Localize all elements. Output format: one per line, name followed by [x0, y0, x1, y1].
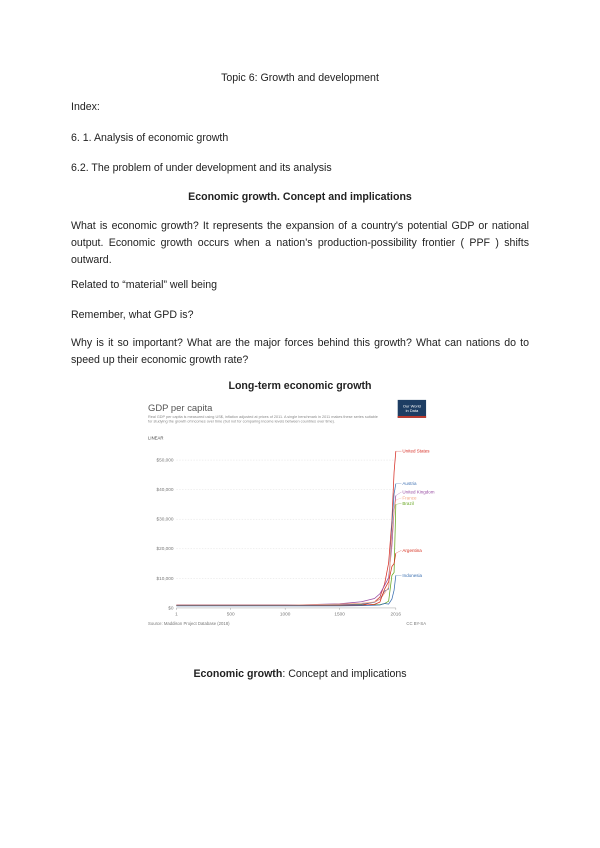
index-item-2: 6.2. The problem of under development and its analysis — [71, 162, 332, 174]
series-label-indonesia: Indonesia — [402, 572, 423, 578]
chart-series-labels — [396, 449, 435, 578]
logo-text-1: Our World — [402, 403, 421, 409]
index-label: Index: — [71, 101, 100, 113]
series-label-connector — [396, 492, 402, 496]
x-tick-label: 2016 — [390, 612, 402, 618]
chart-y-ticks — [157, 457, 174, 611]
chart-series-lines — [176, 451, 395, 606]
y-tick-label: $20,000 — [156, 547, 174, 553]
caption-bold-part: Economic growth — [193, 668, 283, 680]
y-tick-label: $0 — [168, 606, 174, 612]
series-line-france — [176, 500, 395, 605]
index-item-1: 6. 1. Analysis of economic growth — [71, 132, 229, 144]
series-label-austria: Austria — [402, 481, 417, 487]
series-line-austria — [176, 484, 395, 606]
chart-source: Source: Maddison Project Database (2018) — [148, 620, 230, 626]
topic-title: Topic 6: Growth and development — [221, 72, 379, 84]
y-tick-label: $50,000 — [156, 458, 174, 464]
y-tick-label: $10,000 — [156, 576, 174, 582]
paragraph-questions: Why is it so important? What are the major forces behind this growth? What can nations do to speed up their economic growth rate? — [71, 337, 529, 366]
chart-scale-label: LINEAR — [148, 435, 164, 441]
x-tick-label: 1500 — [334, 612, 345, 618]
caption-rest: : Concept and implications — [282, 668, 407, 680]
series-label-connector — [396, 503, 402, 504]
series-label-argentina: Argentina — [402, 547, 422, 553]
chart-heading: Long-term economic growth — [228, 380, 372, 392]
chart-x-ticks — [175, 608, 401, 618]
series-line-argentina — [176, 553, 395, 605]
series-label-france: France — [402, 495, 417, 501]
chart-title: GDP per capita — [148, 403, 213, 415]
series-line-brazil — [176, 504, 395, 605]
chart-caption — [0, 667, 600, 681]
paragraph-material: Related to “material” well being — [71, 279, 218, 291]
series-label-brazil: Brazil — [402, 500, 414, 506]
x-tick-label: 1 — [175, 612, 178, 618]
gdp-per-capita-chart — [140, 398, 436, 642]
chart-license: CC BY-SA — [406, 620, 427, 626]
logo-text-2: in Data — [405, 408, 419, 414]
chart-subtitle-box — [148, 414, 379, 435]
series-line-united-kingdom — [176, 496, 395, 606]
series-line-united-states — [176, 451, 395, 605]
series-label-connector — [396, 550, 402, 553]
chart-gridlines — [176, 460, 395, 608]
owid-logo-stripe — [398, 416, 426, 418]
series-label-united-states: United States — [402, 448, 430, 454]
series-label-united-kingdom: United Kingdom — [402, 489, 435, 495]
x-tick-label: 500 — [226, 612, 235, 618]
section-heading: Economic growth. Concept and implications — [188, 191, 412, 203]
x-tick-label: 1000 — [279, 612, 291, 618]
series-label-connector — [396, 498, 402, 500]
y-tick-label: $40,000 — [156, 488, 174, 494]
paragraph-remember: Remember, what GPD is? — [71, 309, 194, 321]
paragraph-economic-growth: What is economic growth? It represents the expansion of a country's potential GDP or national output. Economic growth occurs when a nation's production-possibility frontier ( PPF ) shifts outward. — [71, 220, 529, 266]
chart-subtitle: Real GDP per capita is measured using US$, inflation adjusted at prices of 2011. A single benchmark in 2011 makes these series suitable for studying the growth of incomes over time (but not for comparing income levels between countries over time). — [148, 414, 378, 424]
y-tick-label: $30,000 — [156, 517, 174, 523]
